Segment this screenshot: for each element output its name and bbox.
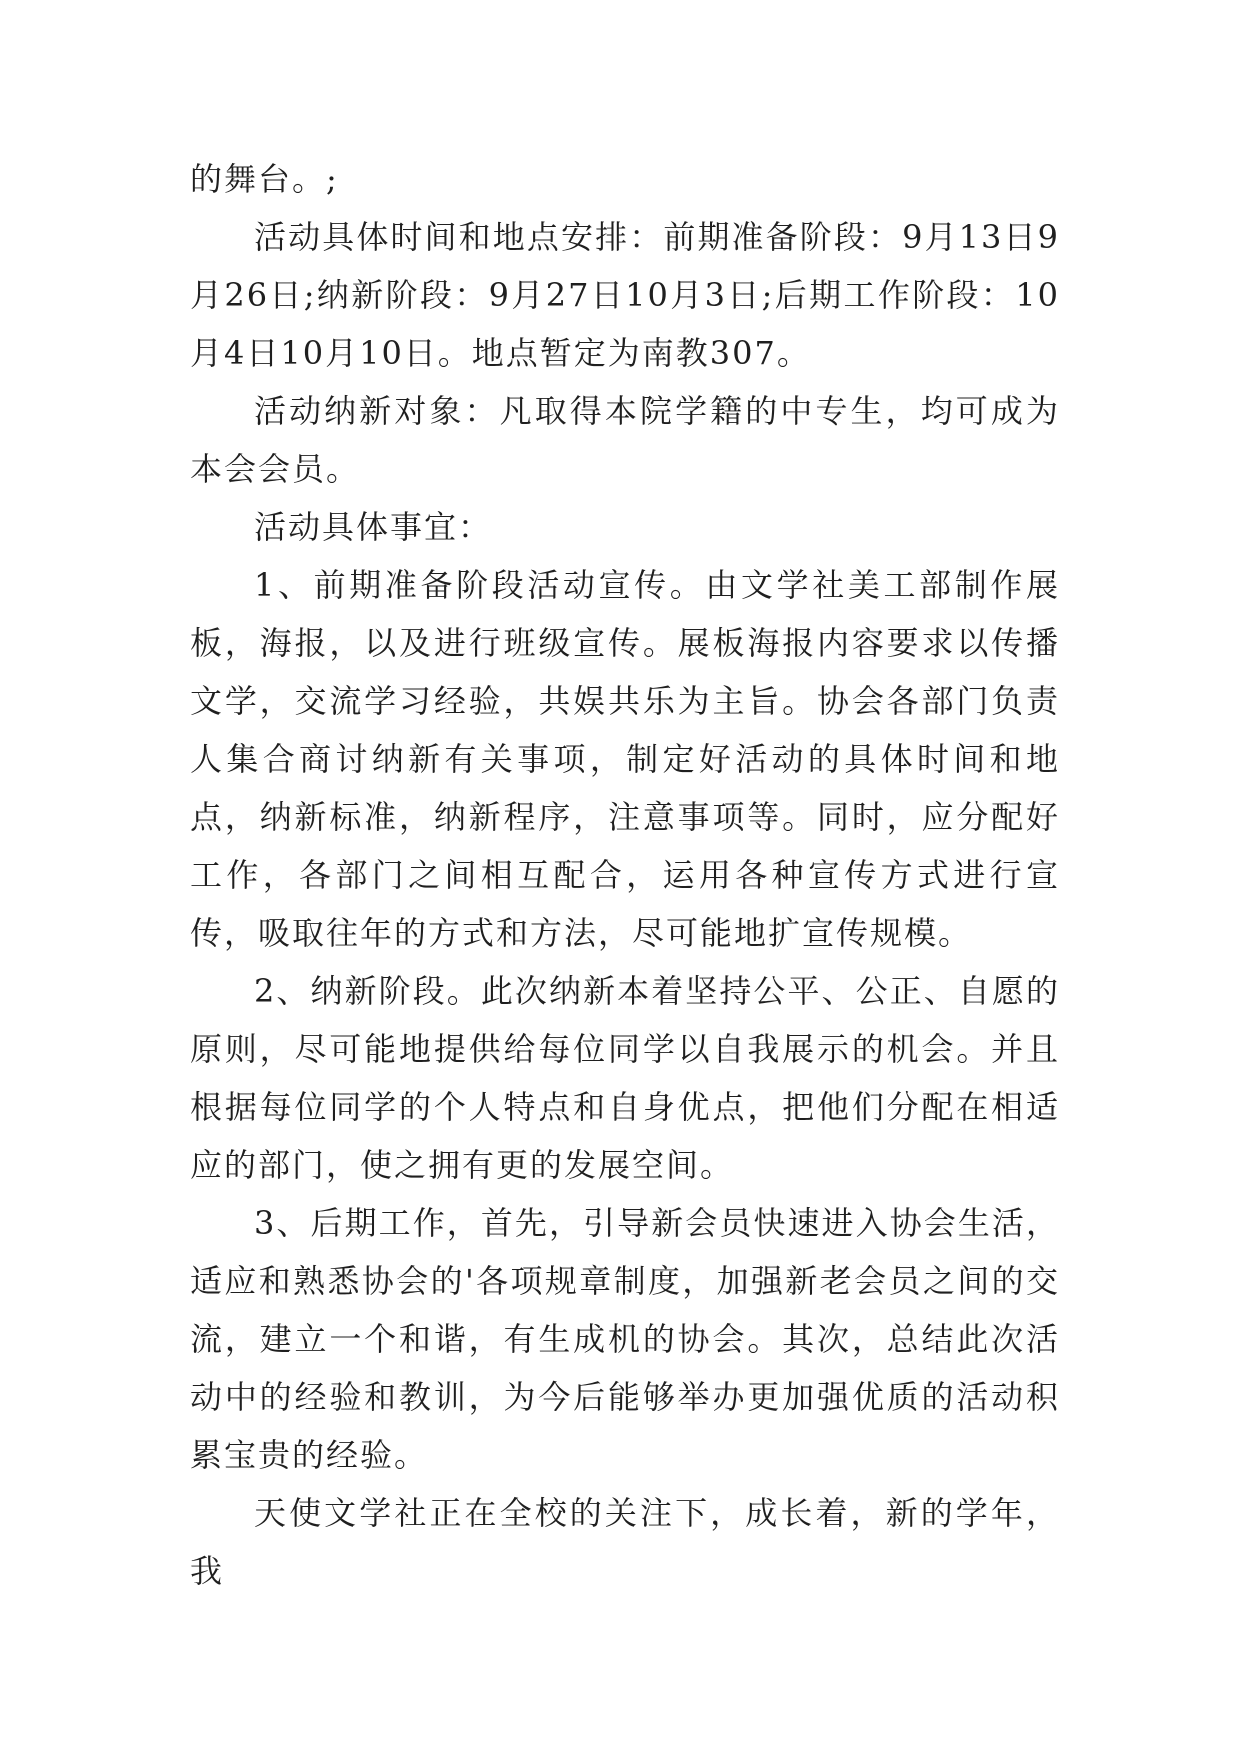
paragraph-item-2: 2、纳新阶段。此次纳新本着坚持公平、公正、自愿的原则，尽可能地提供给每位同学以自我展示的机会。并且根据每位同学的个人特点和自身优点，把他们分配在相适应的部门，使之拥有更的发展空间。 (190, 972, 1060, 1184)
paragraph-target-members: 活动纳新对象：凡取得本院学籍的中专生，均可成为本会会员。 (190, 392, 1060, 488)
paragraph-closing: 天使文学社正在全校的关注下，成长着，新的学年，我 (190, 1494, 1060, 1590)
document-body (190, 150, 1060, 1600)
paragraph-item-1: 1、前期准备阶段活动宣传。由文学社美工部制作展板，海报，以及进行班级宣传。展板海报内容要求以传播文学，交流学习经验，共娱共乐为主旨。协会各部门负责人集合商讨纳新有关事项，制定好活动的具体时间和地点，纳新标准，纳新程序，注意事项等。同时，应分配好工作，各部门之间相互配合，运用各种宣传方式进行宣传，吸取往年的方式和方法，尽可能地扩宣传规模。 (190, 566, 1060, 952)
paragraph-details-heading: 活动具体事宜： (254, 508, 493, 546)
paragraph-item-3: 3、后期工作，首先，引导新会员快速进入协会生活，适应和熟悉协会的'各项规章制度，加强新老会员之间的交流，建立一个和谐，有生成机的协会。其次，总结此次活动中的经验和教训，为今后能够举办更加强优质的活动积累宝贵的经验。 (190, 1204, 1060, 1474)
paragraph-continuation: 的舞台。; (190, 160, 339, 198)
paragraph-schedule: 活动具体时间和地点安排：前期准备阶段：9月13日9月26日;纳新阶段：9月27日10月3日;后期工作阶段：10月4日10月10日。地点暂定为南教307。 (190, 218, 1060, 372)
